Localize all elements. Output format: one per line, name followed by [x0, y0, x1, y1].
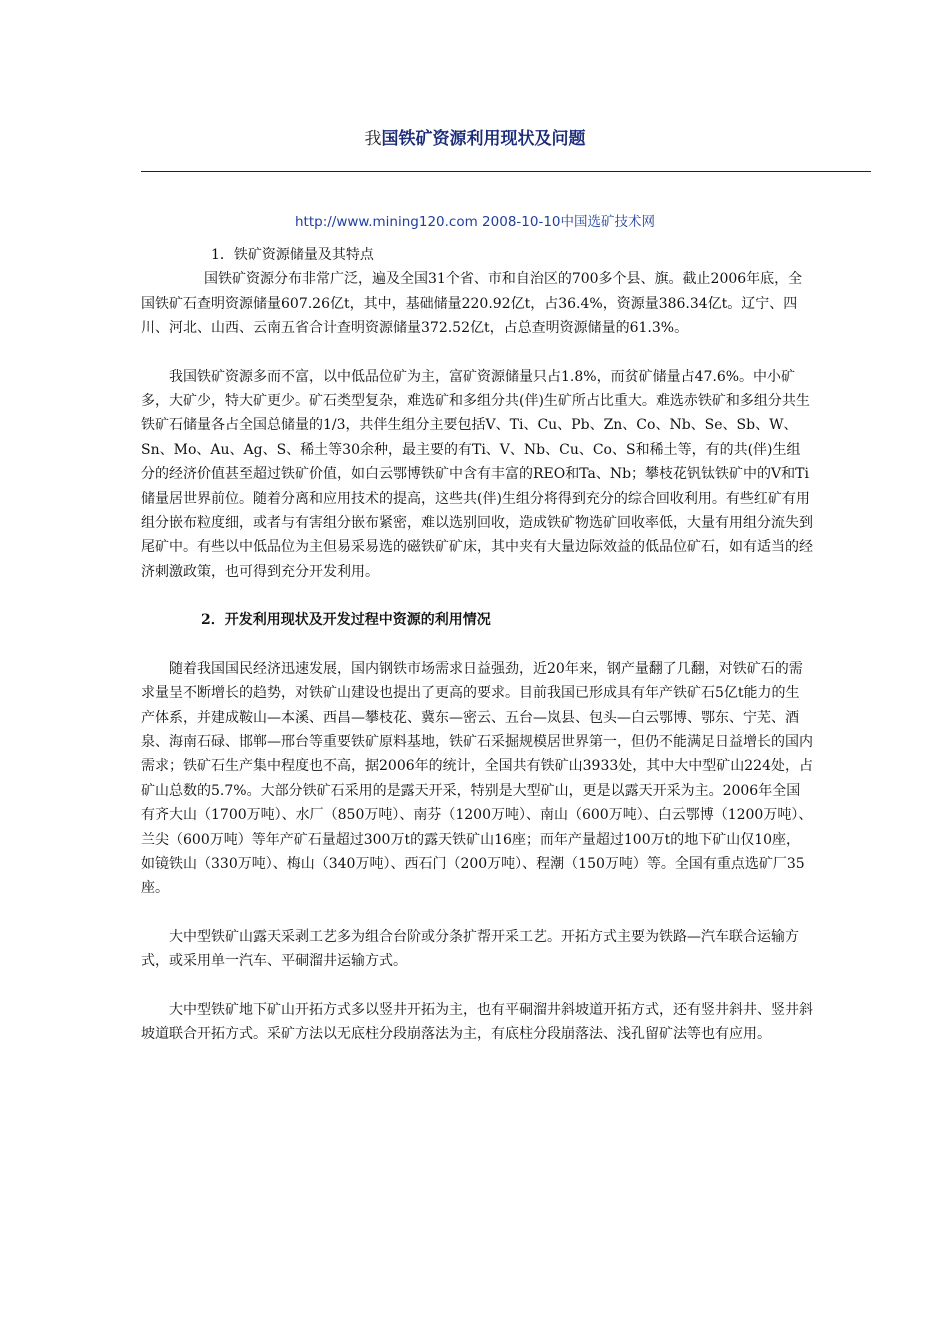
source-line — [0, 210, 950, 230]
paragraph-2: 我国铁矿资源多而不富，以中低品位矿为主，富矿资源储量只占1.8%，而贫矿储量占47.6%。中小矿多，大矿少，特大矿更少。矿石类型复杂，难选矿和多组分共(伴)生矿所占比重大。难选赤铁矿和多组分共生铁矿石储量各占全国总储量的1/3，共伴生组分主要包括V、Ti、Cu、Pb、Zn、Co、Nb、Se、Sb、W、Sn、Mo、Au、Ag、S、稀土等30余种，最主要的有Ti、V、Nb、Cu、Co、S和稀土等，有的共(伴)生组分的经济价值甚至超过铁矿价值，如白云鄂博铁矿中含有丰富的REO和Ta、Nb；攀枝花钒钛铁矿中的V和Ti储量居世界前位。随着分离和应用技术的提高，这些共(伴)生组分将得到充分的综合回收利用。有些红矿有用组分嵌布粒度细，或者与有害组分嵌布紧密，难以选别回收，造成铁矿物选矿回收率低，大量有用组分流失到尾矿中。有些以中低品位为主但易采易选的磁铁矿矿床，其中夹有大量边际效益的低品位矿石，如有适当的经济刺激政策，也可得到充分开发利用。 — [141, 368, 813, 580]
section-2-heading: 2．开发利用现状及开发过程中资源的利用情况 — [201, 612, 491, 629]
article-body — [141, 243, 813, 1046]
source-date: 2008-10-10 — [482, 214, 561, 230]
title-first-char: 我 — [364, 129, 382, 149]
paragraph-1: 国铁矿资源分布非常广泛，遍及全国31个省、市和自治区的700多个县、旗。截止2006年底，全国铁矿石查明资源储量607.26亿t，其中，基础储量220.92亿t，占36.4%，资源量386.34亿t。辽宁、四川、河北、山西、云南五省合计查明资源储量372.52亿t，占总查明资源储量的61.3%。 — [141, 271, 803, 337]
paragraph-4: 大中型铁矿山露天采剥工艺多为组合台阶或分条扩帮开采工艺。开拓方式主要为铁路—汽车联合运输方式，或采用单一汽车、平硐溜井运输方式。 — [141, 928, 799, 970]
section-1-heading: 1．铁矿资源储量及其特点 — [211, 247, 374, 263]
title-divider — [141, 171, 871, 172]
title-rest: 国铁矿资源利用现状及问题 — [381, 129, 586, 149]
paragraph-5: 大中型铁矿地下矿山开拓方式多以竖井开拓为主，也有平硐溜井斜坡道开拓方式，还有竖井斜井、竖井斜坡道联合开拓方式。采矿方法以无底柱分段崩落法为主，有底柱分段崩落法、浅孔留矿法等也有应用。 — [141, 1001, 813, 1042]
paragraph-3: 随着我国国民经济迅速发展，国内钢铁市场需求日益强劲，近20年来，钢产量翻了几翻，对铁矿石的需求量呈不断增长的趋势，对铁矿山建设也提出了更高的要求。目前我国已形成具有年产铁矿石5亿t能力的生产体系，并建成鞍山—本溪、西昌—攀枝花、冀东—密云、五台—岚县、包头—白云鄂博、鄂东、宁芜、酒泉、海南石碌、邯郸—邢台等重要铁矿原料基地，铁矿石采掘规模居世界第一，但仍不能满足日益增长的国内需求；铁矿石生产集中程度也不高，据2006年的统计，全国共有铁矿山3933处，其中大中型矿山224处，占矿山总数的5.7%。大部分铁矿石采用的是露天开采，特别是大型矿山，更是以露天开采为主。2006年全国有齐大山（1700万吨）、水厂（850万吨）、南芬（1200万吨）、南山（600万吨）、白云鄂博（1200万吨）、兰尖（600万吨）等年产矿石量超过300万t的露天铁矿山16座；而年产量超过100万t的地下矿山仅10座，如镜铁山（330万吨）、梅山（340万吨）、西石门（200万吨）、程潮（150万吨）等。全国有重点选矿厂35座。 — [141, 660, 813, 897]
source-site: 中国选矿技术网 — [560, 214, 656, 230]
source-url-link[interactable]: http://www.mining120.com — [294, 214, 478, 230]
document-title — [0, 124, 950, 149]
